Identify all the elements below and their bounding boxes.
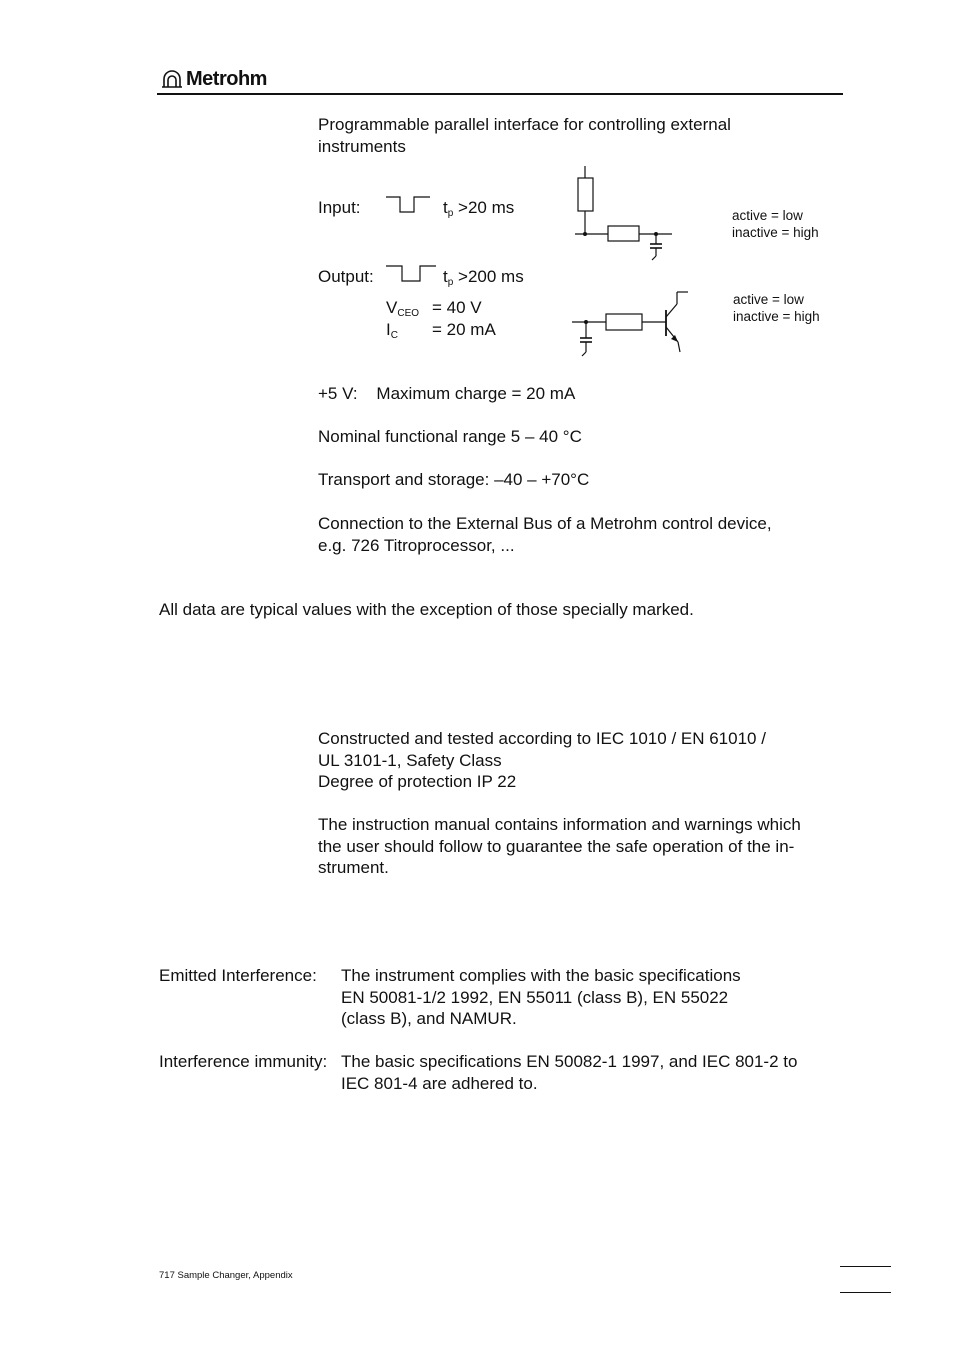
output-pulse-icon <box>386 265 440 283</box>
emitted-interference-label: Emitted Interference: <box>159 966 317 985</box>
vceo-label: $V_{CEO}$ <box>386 298 420 319</box>
input-pulse-icon <box>386 196 434 214</box>
output-label: Output: <box>318 267 374 286</box>
footer-rule-bottom <box>840 1292 891 1293</box>
safety-line3: Degree of protection IP 22 <box>318 772 517 791</box>
manual-line1: The instruction manual contains information and warnings which <box>318 815 801 834</box>
output-tp: $t_p >200$ ms <box>443 267 524 288</box>
transport-storage: Transport and storage: –40 – +70°C <box>318 470 590 489</box>
power-spec: +5 V: Maximum charge = 20 mA <box>318 384 576 403</box>
connection-line2: e.g. 726 Titroprocessor, ... <box>318 536 515 555</box>
ic-label: $I_C$ <box>386 320 398 341</box>
metrohm-logo-icon <box>161 69 183 89</box>
input-label: Input: <box>318 198 361 217</box>
safety-line2: UL 3101-1, Safety Class <box>318 751 502 770</box>
immunity-line2: IEC 801-4 are adhered to. <box>341 1074 538 1093</box>
interference-immunity-label: Interference immunity: <box>159 1052 328 1071</box>
ic-value: = 20 mA <box>432 320 496 339</box>
page-header <box>159 66 843 96</box>
input-state-active: active = low <box>732 208 803 223</box>
manual-line2: the user should follow to guarantee the safe operation of the in- <box>318 837 795 856</box>
interface-intro-line1: Programmable parallel interface for controlling external <box>318 115 731 134</box>
emitted-line3: (class B), and NAMUR. <box>341 1009 517 1028</box>
safety-line1: Constructed and tested according to IEC 1010 / EN 61010 / <box>318 729 766 748</box>
manual-line3: strument. <box>318 858 389 877</box>
vceo-value: = 40 V <box>432 298 482 317</box>
input-circuit-diagram <box>572 166 682 266</box>
logo-text: Metrohm <box>186 68 267 90</box>
output-state-inactive: inactive = high <box>733 309 820 324</box>
emitted-line1: The instrument complies with the basic specifications <box>341 966 741 985</box>
header-rule <box>157 93 843 95</box>
typical-values-note: All data are typical values with the exception of those specially marked. <box>159 600 694 619</box>
input-tp: $t_p >20$ ms <box>443 198 515 219</box>
functional-range: Nominal functional range 5 – 40 °C <box>318 427 582 446</box>
connection-line1: Connection to the External Bus of a Metrohm control device, <box>318 514 772 533</box>
footer-text: 717 Sample Changer, Appendix <box>159 1270 293 1281</box>
output-circuit-diagram <box>570 290 690 360</box>
output-state-active: active = low <box>733 292 804 307</box>
input-state-inactive: inactive = high <box>732 225 819 240</box>
footer-rule-top <box>840 1266 891 1267</box>
immunity-line1: The basic specifications EN 50082-1 1997, and IEC 801-2 to <box>341 1052 798 1071</box>
interface-intro-line2: instruments <box>318 137 406 156</box>
emitted-line2: EN 50081-1/2 1992, EN 55011 (class B), EN 55022 <box>341 988 729 1007</box>
